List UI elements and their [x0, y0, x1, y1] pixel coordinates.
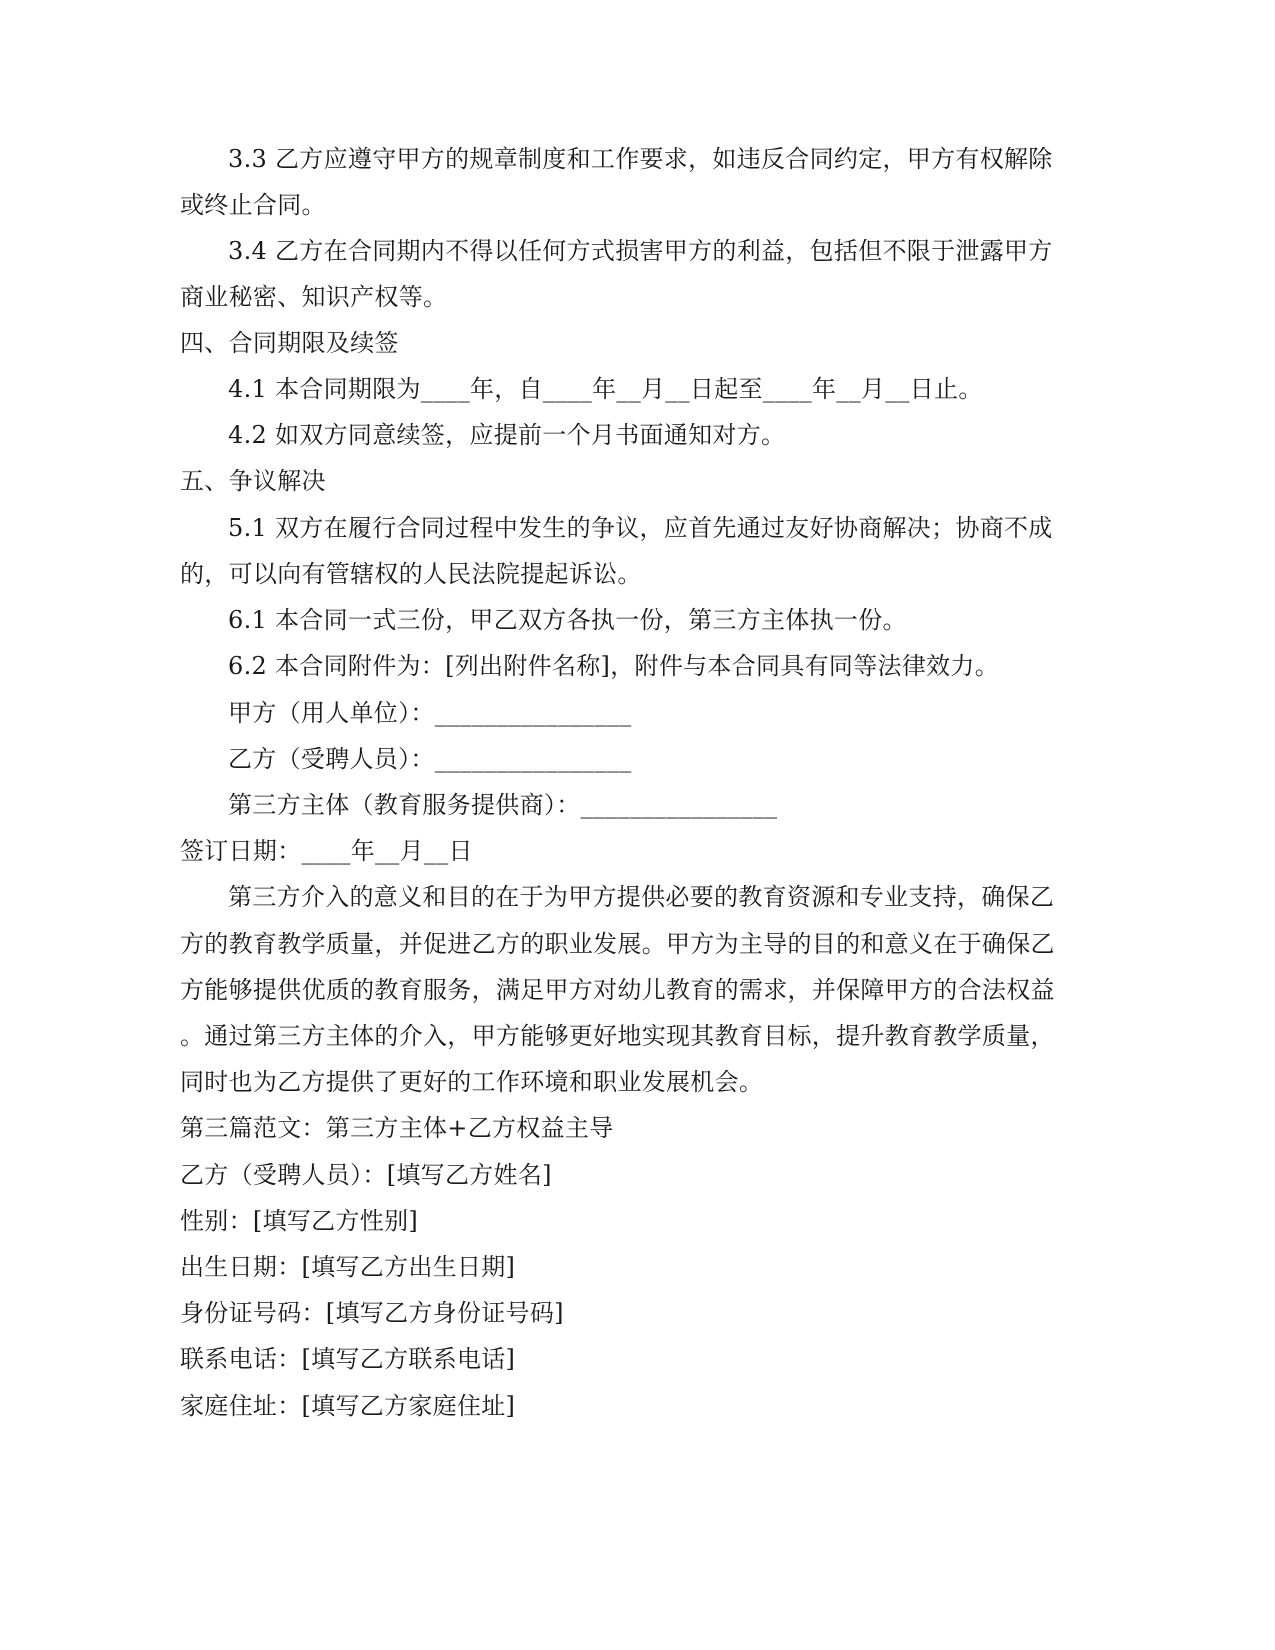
field-party-b-name: 乙方（受聘人员）：[填写乙方姓名]	[180, 1161, 552, 1189]
field-birth-date: 出生日期：[填写乙方出生日期]	[180, 1253, 516, 1281]
clause-4-1: 4.1 本合同期限为____年，自____年__月__日起至____年__月__日止。	[228, 375, 983, 403]
clause-3-4-line-1: 3.4 乙方在合同期内不得以任何方式损害甲方的利益，包括但不限于泄露甲方	[228, 237, 1053, 265]
paragraph-line-5: 同时也为乙方提供了更好的工作环境和职业发展机会。	[180, 1068, 764, 1096]
clause-6-2: 6.2 本合同附件为：[列出附件名称]，附件与本合同具有同等法律效力。	[228, 652, 1000, 680]
signing-date: 签订日期：____年__月__日	[180, 837, 473, 865]
paragraph-line-1: 第三方介入的意义和目的在于为甲方提供必要的教育资源和专业支持，确保乙	[228, 883, 1055, 911]
field-gender: 性别：[填写乙方性别]	[180, 1207, 419, 1235]
clause-6-1: 6.1 本合同一式三份，甲乙双方各执一份，第三方主体执一份。	[228, 606, 907, 634]
clause-3-3-line-1: 3.3 乙方应遵守甲方的规章制度和工作要求，如违反合同约定，甲方有权解除	[228, 145, 1053, 173]
clause-5-1-line-2: 的，可以向有管辖权的人民法院提起诉讼。	[180, 560, 642, 588]
paragraph-line-3: 方能够提供优质的教育服务，满足甲方对幼儿教育的需求，并保障甲方的合法权益	[180, 976, 1055, 1004]
clause-3-3-line-2: 或终止合同。	[180, 191, 326, 219]
section-4-heading: 四、合同期限及续签	[180, 329, 399, 357]
field-phone: 联系电话：[填写乙方联系电话]	[180, 1345, 516, 1373]
party-a-signature: 甲方（用人单位）：________________	[228, 699, 632, 727]
clause-3-4-line-2: 商业秘密、知识产权等。	[180, 283, 448, 311]
field-id-number: 身份证号码：[填写乙方身份证号码]	[180, 1299, 564, 1327]
sample-3-heading: 第三篇范文：第三方主体+乙方权益主导	[180, 1114, 614, 1142]
clause-4-2: 4.2 如双方同意续签，应提前一个月书面通知对方。	[228, 421, 786, 449]
section-5-heading: 五、争议解决	[180, 467, 326, 495]
paragraph-line-2: 方的教育教学质量，并促进乙方的职业发展。甲方为主导的目的和意义在于确保乙	[180, 930, 1055, 958]
clause-5-1-line-1: 5.1 双方在履行合同过程中发生的争议，应首先通过友好协商解决；协商不成	[228, 514, 1053, 542]
third-party-signature: 第三方主体（教育服务提供商）：________________	[228, 791, 778, 819]
party-b-signature: 乙方（受聘人员）：________________	[228, 745, 632, 773]
paragraph-line-4: 。通过第三方主体的介入，甲方能够更好地实现其教育目标，提升教育教学质量，	[180, 1022, 1055, 1050]
field-address: 家庭住址：[填写乙方家庭住址]	[180, 1392, 516, 1420]
